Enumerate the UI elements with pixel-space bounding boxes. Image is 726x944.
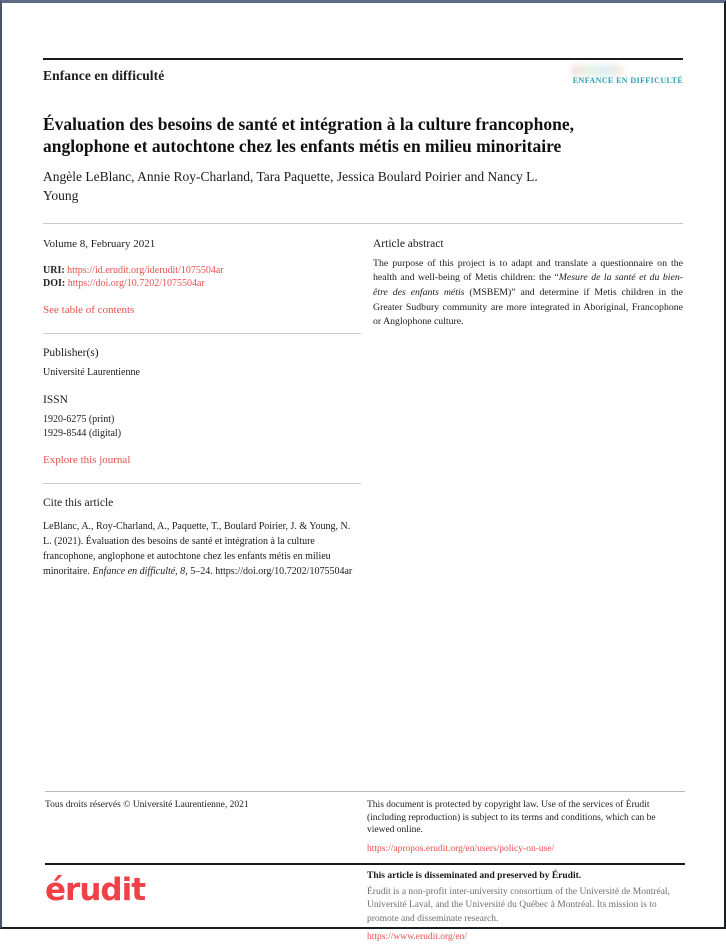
uri-link[interactable]: https://id.erudit.org/iderudit/1075504ar: [67, 264, 224, 276]
left-column: [43, 238, 361, 579]
abstract-title-italic: Mesure de la santé et du bien-être des enfants métis: [373, 272, 683, 299]
policy-link[interactable]: https://apropos.erudit.org/en/users/policy-on-use/: [367, 843, 555, 854]
issn-print: 1920-6275 (print): [43, 413, 115, 425]
abstract-text: [373, 257, 683, 330]
doi-label: DOI:: [43, 278, 68, 290]
uri-label: URI:: [43, 264, 68, 276]
dissemination-text: Érudit is a non-profit inter-university consortium of the Université de Montréal, Université Laval, and the Université du Québec à Montréal. Its mission is to promote and disseminate research.: [367, 886, 670, 924]
journal-header: [43, 68, 683, 88]
erudit-logo: érudit: [45, 871, 146, 908]
erudit-site-link[interactable]: https://www.erudit.org/en/: [367, 932, 468, 943]
copyright-column: [367, 799, 685, 856]
uri-line: [43, 264, 361, 278]
doi-line: [43, 277, 361, 291]
volume-issue: Volume 8, February 2021: [43, 237, 156, 250]
citation-text: [43, 519, 361, 579]
citation-journal-italic: Enfance en difficulté, 8: [92, 565, 186, 577]
section-divider: [43, 333, 361, 334]
dissemination-column: [367, 871, 685, 944]
journal-name: Enfance en difficulté: [43, 68, 165, 83]
citation-text-before: LeBlanc, A., Roy-Charland, A., Paquette, T., Boulard Poirier, J. & Young, N. L. (2021). Évaluation des besoins de santé et intégration à la culture francophone, anglophone et autochtone chez les enfants métis en milieu minoritaire.: [43, 520, 351, 577]
abstract-heading: Article abstract: [373, 237, 444, 250]
cite-heading: Cite this article: [43, 496, 114, 509]
issn-heading: ISSN: [43, 393, 68, 406]
article-authors: Angèle LeBlanc, Annie Roy-Charland, Tara Paquette, Jessica Boulard Poirier and Nancy L. Young: [43, 169, 538, 204]
journal-logo-text: ENFANCE EN DIFFICULTÉ: [572, 76, 683, 85]
metadata-columns: [43, 238, 683, 579]
dissemination-heading: This article is disseminated and preserved by Érudit.: [367, 870, 582, 881]
publisher-name: Université Laurentienne: [43, 366, 140, 378]
copyright-text: This document is protected by copyright law. Use of the services of Érudit (including reproduction) is subject to its terms and conditions, which can be viewed online.: [367, 800, 656, 836]
section-divider: [43, 483, 361, 484]
top-rule: [43, 58, 683, 60]
header-divider: [43, 223, 683, 224]
page-footer: [45, 791, 685, 944]
journal-logo-mark-icon: [571, 65, 623, 76]
citation-text-after: , 5–24. https://doi.org/10.7202/1075504ar: [185, 565, 353, 577]
explore-journal-link[interactable]: Explore this journal: [43, 453, 131, 466]
copyright-row: [45, 792, 685, 856]
abstract-text-before: The purpose of this project is to adapt and translate a questionnaire on the health and well-being of Metis children: the “: [373, 257, 683, 284]
erudit-row: [45, 865, 685, 944]
page-content: [2, 58, 724, 579]
right-column: [373, 238, 683, 579]
doi-link[interactable]: https://doi.org/10.7202/1075504ar: [67, 278, 205, 290]
abstract-text-after: (MSBEM)” and determine if Metis children in the Greater Sudbury community are more integrated in Aboriginal, Francophone or Anglophone culture.: [373, 287, 683, 328]
issn-digital: 1929-8544 (digital): [43, 427, 122, 439]
publisher-heading: Publisher(s): [43, 346, 99, 359]
journal-logo: [573, 70, 683, 88]
table-of-contents-link[interactable]: See table of contents: [43, 303, 135, 316]
rights-statement: Tous droits réservés © Université Laurentienne, 2021: [45, 800, 249, 810]
article-title: Évaluation des besoins de santé et intégration à la culture francophone, anglophone et autochtone chez les enfants métis en milieu minoritaire: [43, 114, 575, 157]
